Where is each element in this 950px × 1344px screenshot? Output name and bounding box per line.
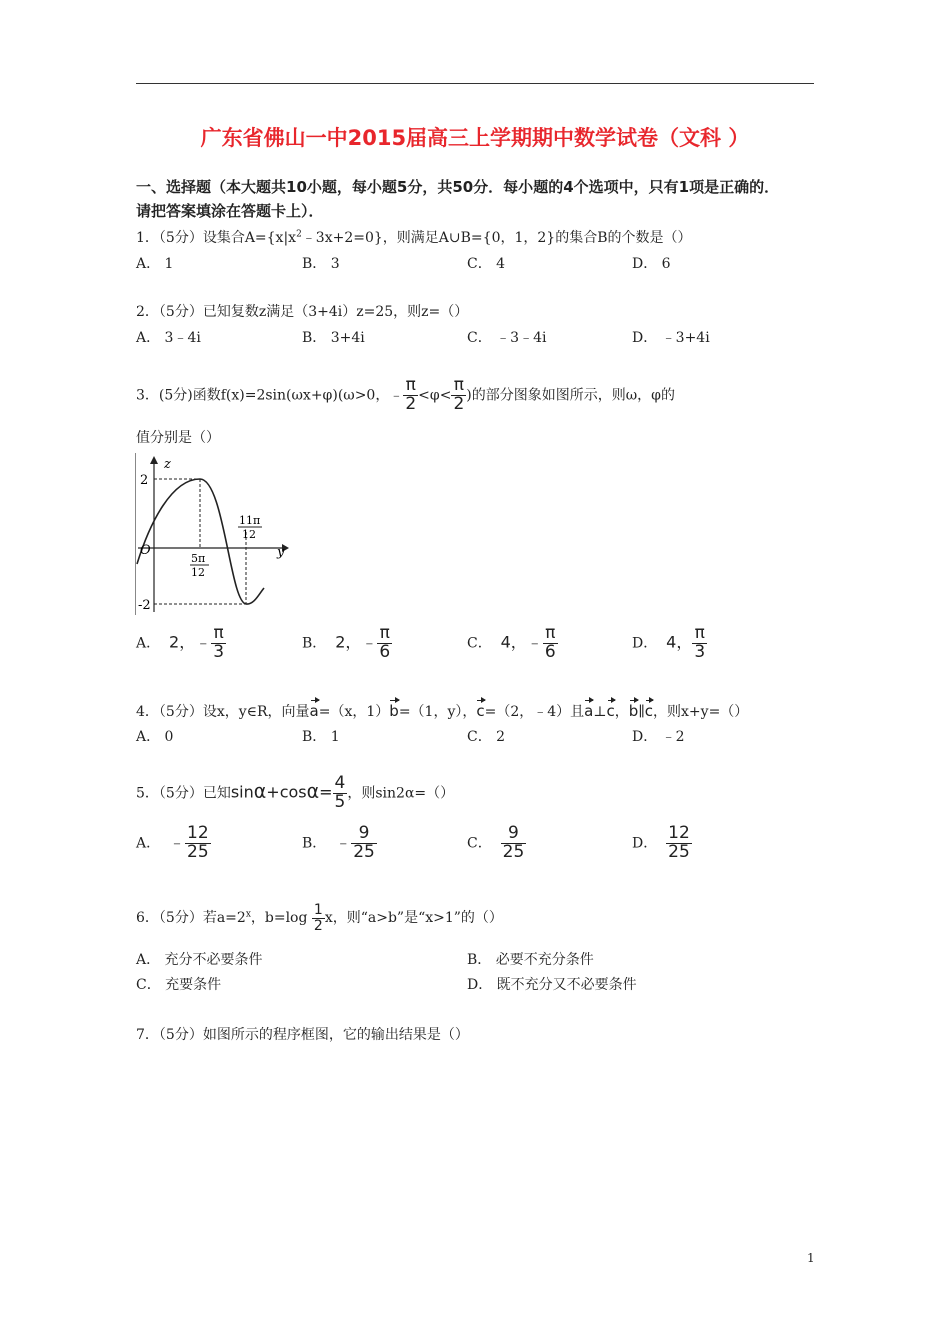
q6-option-a: A． 充分不必要条件	[136, 952, 263, 968]
q2-option-d: D． ﹣3+4i	[632, 330, 710, 346]
fraction: $\frac{\pi}{6}$	[544, 623, 556, 662]
question-1-text: 1．（5分）设集合A={x|x	[136, 230, 297, 246]
question-5: 5．（5分）已知sinα+cosα= $\frac{4}{5}$ ，则sin2α=（）	[136, 773, 455, 812]
q3-option-a: A． 2，﹣ $\frac{\pi}{3}$	[136, 623, 225, 662]
fraction: $\frac{\pi}{3}$	[213, 623, 225, 662]
fraction: $\frac{\pi}{6}$	[379, 623, 391, 662]
graph-origin-label: O	[140, 543, 151, 558]
page-title: 广东省佛山一中2015届高三上学期期中数学试卷（文科 ）	[200, 126, 750, 150]
question-4: 4．（5分）设x，y∈R，向量a=（x，1）b=（1，y），c=（2，﹣4）且a⊥c，b∥c，则x+y=（）	[136, 698, 748, 721]
graph-y-arrow	[150, 456, 158, 464]
fraction: $\frac{9}{25}$	[353, 823, 375, 862]
question-3-text: 3．(5分)函数f(x)=2sin(ωx+φ)(ω>0，﹣	[136, 387, 404, 404]
q5-option-b: B． ﹣ $\frac{9}{25}$	[302, 823, 375, 862]
q1-option-d: D． 6	[632, 256, 671, 272]
q3-option-b: B． 2，﹣ $\frac{\pi}{6}$	[302, 623, 391, 662]
q4-option-a: A． 0	[136, 729, 174, 745]
graph-z-label: z	[164, 457, 171, 472]
graph-tick-5pi-den: 12	[191, 566, 205, 579]
q4-option-d: D． ﹣2	[632, 729, 685, 745]
fraction-pi-over-2-b: $\frac{\pi}{2}$	[453, 375, 465, 414]
fraction: $\frac{12}{25}$	[668, 823, 690, 862]
graph-tick-neg2: -2	[138, 598, 151, 613]
q5-option-c: C． $\frac{9}{25}$	[467, 823, 525, 862]
q1-option-b: B． 3	[302, 256, 340, 272]
fraction-4-over-5: $\frac{4}{5}$	[334, 773, 346, 812]
graph-tick-2: 2	[140, 473, 149, 488]
q2-option-b: B． 3+4i	[302, 330, 365, 346]
vector-a: a	[310, 698, 319, 720]
graph-y-label: y	[277, 545, 285, 560]
page-number: 1	[807, 1251, 815, 1265]
q1-option-c: C． 4	[467, 256, 506, 272]
graph-left-border	[135, 453, 136, 615]
graph-tick-11pi-num: 11π	[239, 514, 261, 527]
question-3-text-end: )的部分图象如图所示，则ω，φ的	[466, 387, 675, 404]
q6-option-d: D． 既不充分又不必要条件	[467, 977, 637, 993]
q4-option-c: C． 2	[467, 729, 506, 745]
q4-option-b: B． 1	[302, 729, 340, 745]
question-1-text-end: ﹣3x+2=0}，则满足A∪B={0，1，2}的集合B的个数是（）	[301, 230, 692, 246]
question-1	[136, 227, 691, 247]
vector-c: c	[607, 698, 615, 720]
fraction: $\frac{\pi}{3}$	[694, 623, 706, 662]
question-3-inequality: <φ<	[418, 387, 452, 404]
vector-b: b	[629, 698, 639, 720]
q2-option-a: A． 3﹣4i	[136, 330, 201, 346]
fraction-pi-over-2: $\frac{\pi}{2}$	[405, 375, 417, 414]
q3-option-d: D． 4， $\frac{\pi}{3}$	[632, 623, 706, 662]
question-2: 2．（5分）已知复数z满足（3+4i）z=25，则z=（）	[136, 304, 469, 320]
header-rule	[136, 83, 814, 84]
fraction: $\frac{9}{25}$	[502, 823, 525, 862]
section-instructions-line2: 请把答案填涂在答题卡上）．	[136, 202, 324, 220]
graph-tick-5pi-num: 5π	[191, 552, 206, 565]
question-3-line2: 值分别是（）	[136, 430, 220, 446]
question-6: 6．（5分）若$a=2^x$，b=log $\frac{1}{2}$ x，则“a>b”是“x>1”的（）	[136, 902, 503, 934]
q6-option-b: B． 必要不充分条件	[467, 952, 594, 968]
q3-option-c: C． 4，﹣ $\frac{\pi}{6}$	[467, 623, 556, 662]
superscript: 2	[296, 229, 302, 240]
vector-c: c	[476, 698, 484, 720]
q1-option-a: A． 1	[136, 256, 174, 272]
vector-a: a	[584, 698, 593, 720]
fraction: $\frac{12}{25}$	[187, 823, 209, 862]
q5-option-d: D． $\frac{12}{25}$	[632, 823, 690, 862]
section-instructions-line1: 一、选择题（本大题共10小题，每小题5分，共50分．每小题的4个选项中，只有1项是正确的．	[136, 178, 780, 196]
vector-b: b	[389, 698, 399, 720]
graph-tick-11pi-den: 12	[242, 528, 256, 541]
vector-c: c	[645, 698, 653, 720]
fraction-1-over-2: $\frac{1}{2}$	[313, 902, 323, 934]
question-7: 7．（5分）如图所示的程序框图，它的输出结果是（）	[136, 1027, 469, 1043]
q6-option-c: C． 充要条件	[136, 977, 222, 993]
q2-option-c: C． ﹣3﹣4i	[467, 330, 547, 346]
question-3	[136, 377, 675, 414]
sine-graph	[134, 452, 294, 618]
q5-option-a: A． ﹣ $\frac{12}{25}$	[136, 823, 209, 862]
